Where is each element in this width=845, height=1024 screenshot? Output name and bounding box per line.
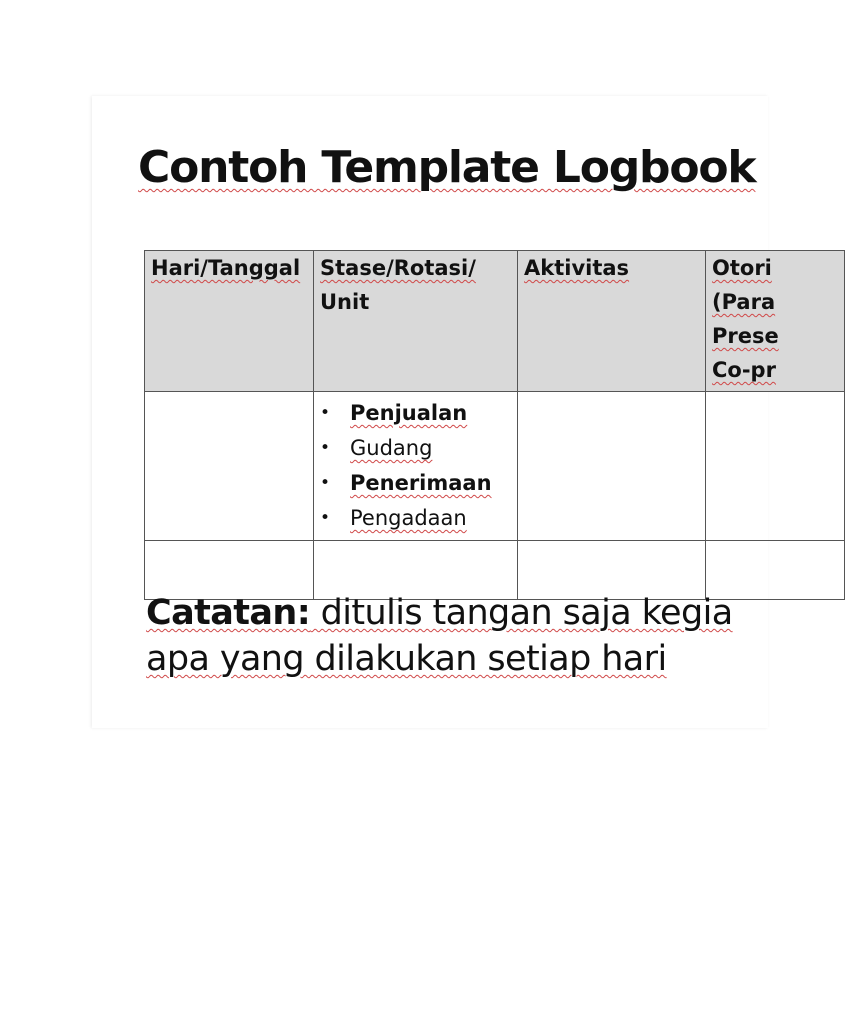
header-hari-tanggal: Hari/Tanggal [145, 251, 314, 392]
page-title: Contoh Template Logbook [138, 142, 756, 193]
slide-page [92, 96, 779, 728]
list-item: • Pengadaan [320, 506, 467, 530]
header-otorisasi: Otori (Para Prese Co-pr [706, 251, 845, 392]
note-line-2: apa yang dilakukan setiap hari [146, 639, 667, 679]
unit-list [320, 396, 511, 536]
list-item: • Penjualan [320, 401, 468, 425]
list-item: • Penerimaan [320, 471, 492, 495]
table-cell-activity [518, 392, 706, 541]
logbook-table [144, 250, 845, 600]
header-aktivitas: Aktivitas [518, 251, 706, 392]
table-header-row [145, 251, 845, 392]
table-row [145, 392, 845, 541]
table-cell-date [145, 392, 314, 541]
table-cell-units [314, 392, 518, 541]
note-line-1: Catatan: ditulis tangan saja kegia [146, 593, 733, 633]
header-stase-rotasi-unit: Stase/Rotasi/ Unit [314, 251, 518, 392]
note-text [146, 590, 733, 682]
list-item: • Gudang [320, 436, 433, 460]
table-cell-authorization [706, 392, 845, 541]
